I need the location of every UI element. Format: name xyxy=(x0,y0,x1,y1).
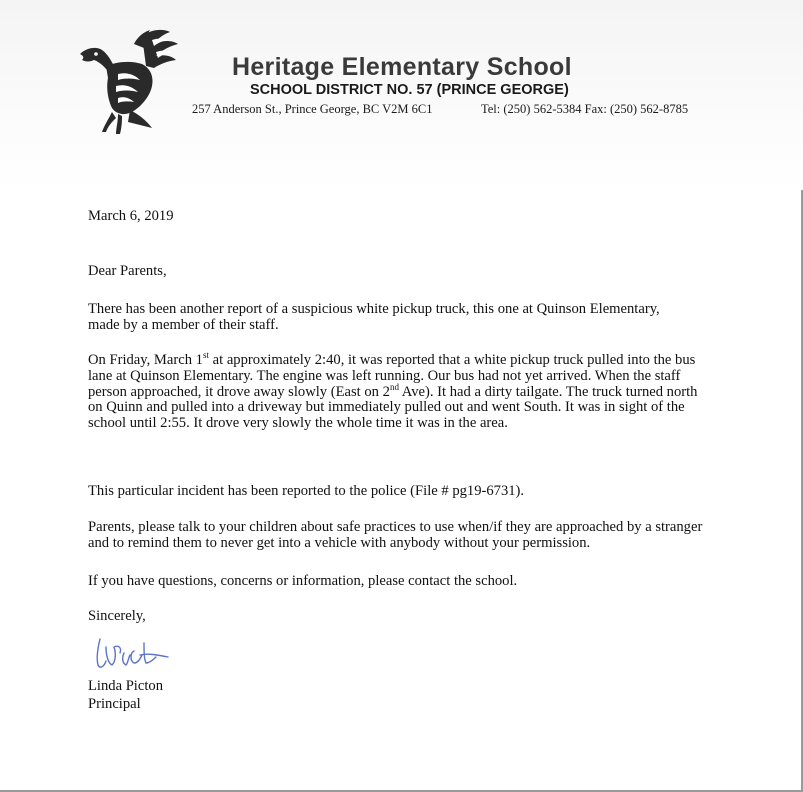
handwritten-signature-icon xyxy=(92,633,174,673)
incident-text-part-c: Ave). It had a dirty tailgate. The truck turned north on Quinn and pulled into a driveway but immediately pulled out and went South. It was in sight of the school until 2:55. It drove very slowly the whole time it was in the area. xyxy=(88,383,698,432)
letter-greeting: Dear Parents, xyxy=(88,263,167,279)
paragraph-safety-advice xyxy=(88,520,708,552)
ordinal-suffix: st xyxy=(202,350,209,361)
school-name: Heritage Elementary School xyxy=(232,53,572,81)
paragraph-incident-text xyxy=(88,350,713,432)
paragraph-safety-text: Parents, please talk to your children about safe practices to use when/if they are approached by a stranger and to remind them to never get into a vehicle with anybody without your permission. xyxy=(88,519,703,551)
paragraph-contact-text: If you have questions, concerns or information, please contact the school. xyxy=(88,573,518,589)
school-district: SCHOOL DISTRICT NO. 57 (PRINCE GEORGE) xyxy=(250,82,569,98)
paragraph-police-report xyxy=(88,484,708,500)
eagle-logo-icon xyxy=(72,26,184,138)
paragraph-contact xyxy=(88,574,708,590)
paragraph-report-text: There has been another report of a suspicious white pickup truck, this one at Quinson Elementary, made by a member of their staff. xyxy=(88,301,660,333)
letter-date: March 6, 2019 xyxy=(88,208,174,224)
school-phone-fax: Tel: (250) 562-5384 Fax: (250) 562-8785 xyxy=(481,102,689,116)
incident-text-part-b: at approximately 2:40, it was reported that a white pickup truck pulled into the bus lane at Quinson Elementary. The engine was left running. Our bus had not yet arrived. When the staff person approached, it drove away slowly (East on 2 xyxy=(88,352,696,400)
signer-title: Principal xyxy=(88,696,141,712)
paragraph-incident-details xyxy=(88,350,713,432)
incident-text-part-a: On Friday, March 1 xyxy=(88,352,203,368)
school-address: 257 Anderson St., Prince George, BC V2M 6C1 xyxy=(192,102,433,116)
paragraph-police-text: This particular incident has been reported to the police (File # pg19-6731). xyxy=(88,483,525,499)
ordinal-suffix: nd xyxy=(389,381,399,392)
paragraph-report xyxy=(88,302,688,334)
signer-name: Linda Picton xyxy=(88,678,163,694)
letter-closing: Sincerely, xyxy=(88,608,146,624)
